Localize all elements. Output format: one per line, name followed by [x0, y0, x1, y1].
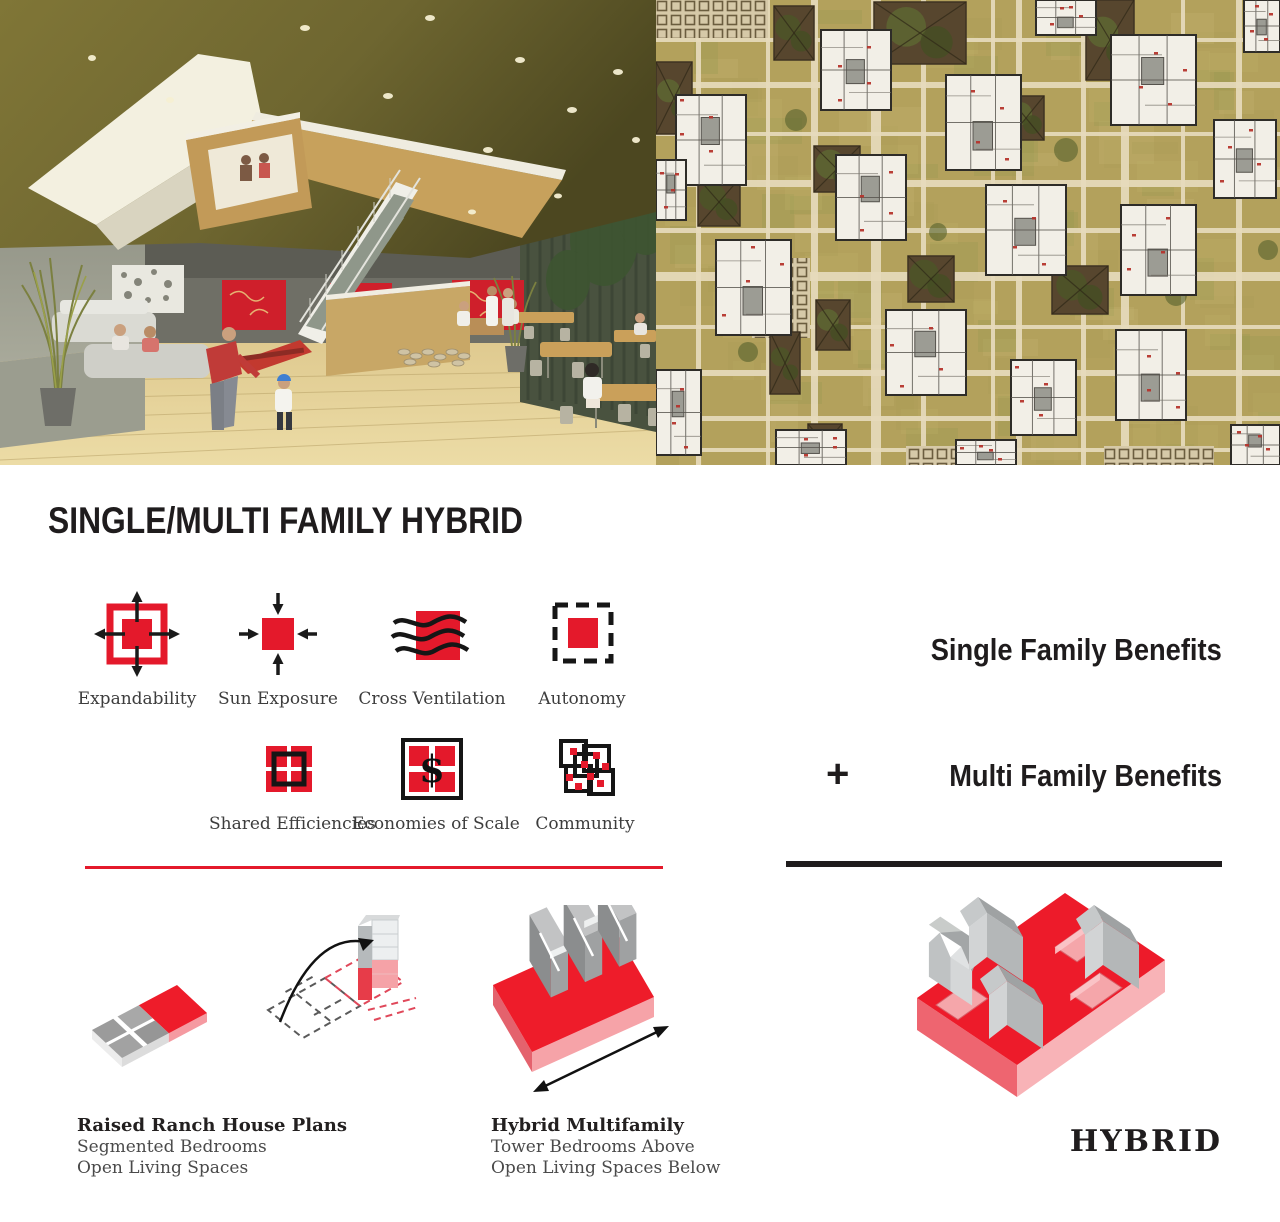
hybrid-label: HYBRID — [1069, 1124, 1222, 1159]
ranch-caption-line: Open Living Spaces — [77, 1158, 249, 1178]
icon-label: Shared Efficiencies — [209, 814, 376, 834]
ranch-caption-title: Raised Ranch House Plans — [77, 1115, 347, 1136]
benefit-shared-efficiencies — [209, 733, 376, 834]
hero-images — [0, 0, 1280, 465]
icon-label: Sun Exposure — [218, 689, 338, 709]
red-divider — [85, 866, 663, 869]
single-family-benefits-label: Single Family Benefits — [930, 632, 1222, 667]
hybrid-block-diagram — [895, 885, 1195, 1130]
sun-exposure-icon — [232, 588, 324, 680]
interior-rendering-image — [0, 0, 656, 465]
multifamily-caption-line: Open Living Spaces Below — [491, 1158, 721, 1178]
page-title: SINGLE/MULTI FAMILY HYBRID — [48, 500, 523, 541]
icon-label: Autonomy — [538, 689, 626, 709]
ranch-caption — [77, 1115, 347, 1179]
benefit-autonomy — [502, 588, 662, 709]
icon-label: Cross Ventilation — [358, 689, 506, 709]
hybrid-multifamily-diagram — [475, 905, 675, 1105]
community-icon — [549, 733, 621, 805]
icon-label: Expandability — [77, 689, 197, 709]
benefit-sun-exposure — [198, 588, 358, 709]
icon-label: Community — [535, 814, 635, 834]
multifamily-caption-line: Tower Bedrooms Above — [491, 1137, 695, 1157]
benefit-cross-ventilation — [352, 588, 512, 709]
site-plan-image — [656, 0, 1280, 465]
ranch-caption-line: Segmented Bedrooms — [77, 1137, 267, 1157]
expandability-icon — [91, 588, 183, 680]
benefit-expandability — [57, 588, 217, 709]
shared-efficiencies-icon — [253, 733, 325, 805]
transformation-diagram — [250, 910, 425, 1065]
multi-family-benefits-label: Multi Family Benefits — [949, 758, 1222, 793]
icon-label: Economies of Scale — [352, 814, 520, 834]
black-divider — [786, 861, 1222, 867]
plus-sign: + — [826, 752, 850, 796]
autonomy-icon — [536, 588, 628, 680]
benefit-community — [505, 733, 665, 834]
svg-text:$: $ — [419, 747, 445, 791]
ranch-plan-diagram — [55, 945, 245, 1085]
multifamily-caption — [491, 1115, 720, 1179]
benefit-economies-of-scale — [352, 733, 520, 834]
cross-ventilation-icon — [386, 588, 478, 680]
multifamily-caption-title: Hybrid Multifamily — [491, 1115, 684, 1136]
economies-of-scale-icon — [396, 733, 468, 805]
